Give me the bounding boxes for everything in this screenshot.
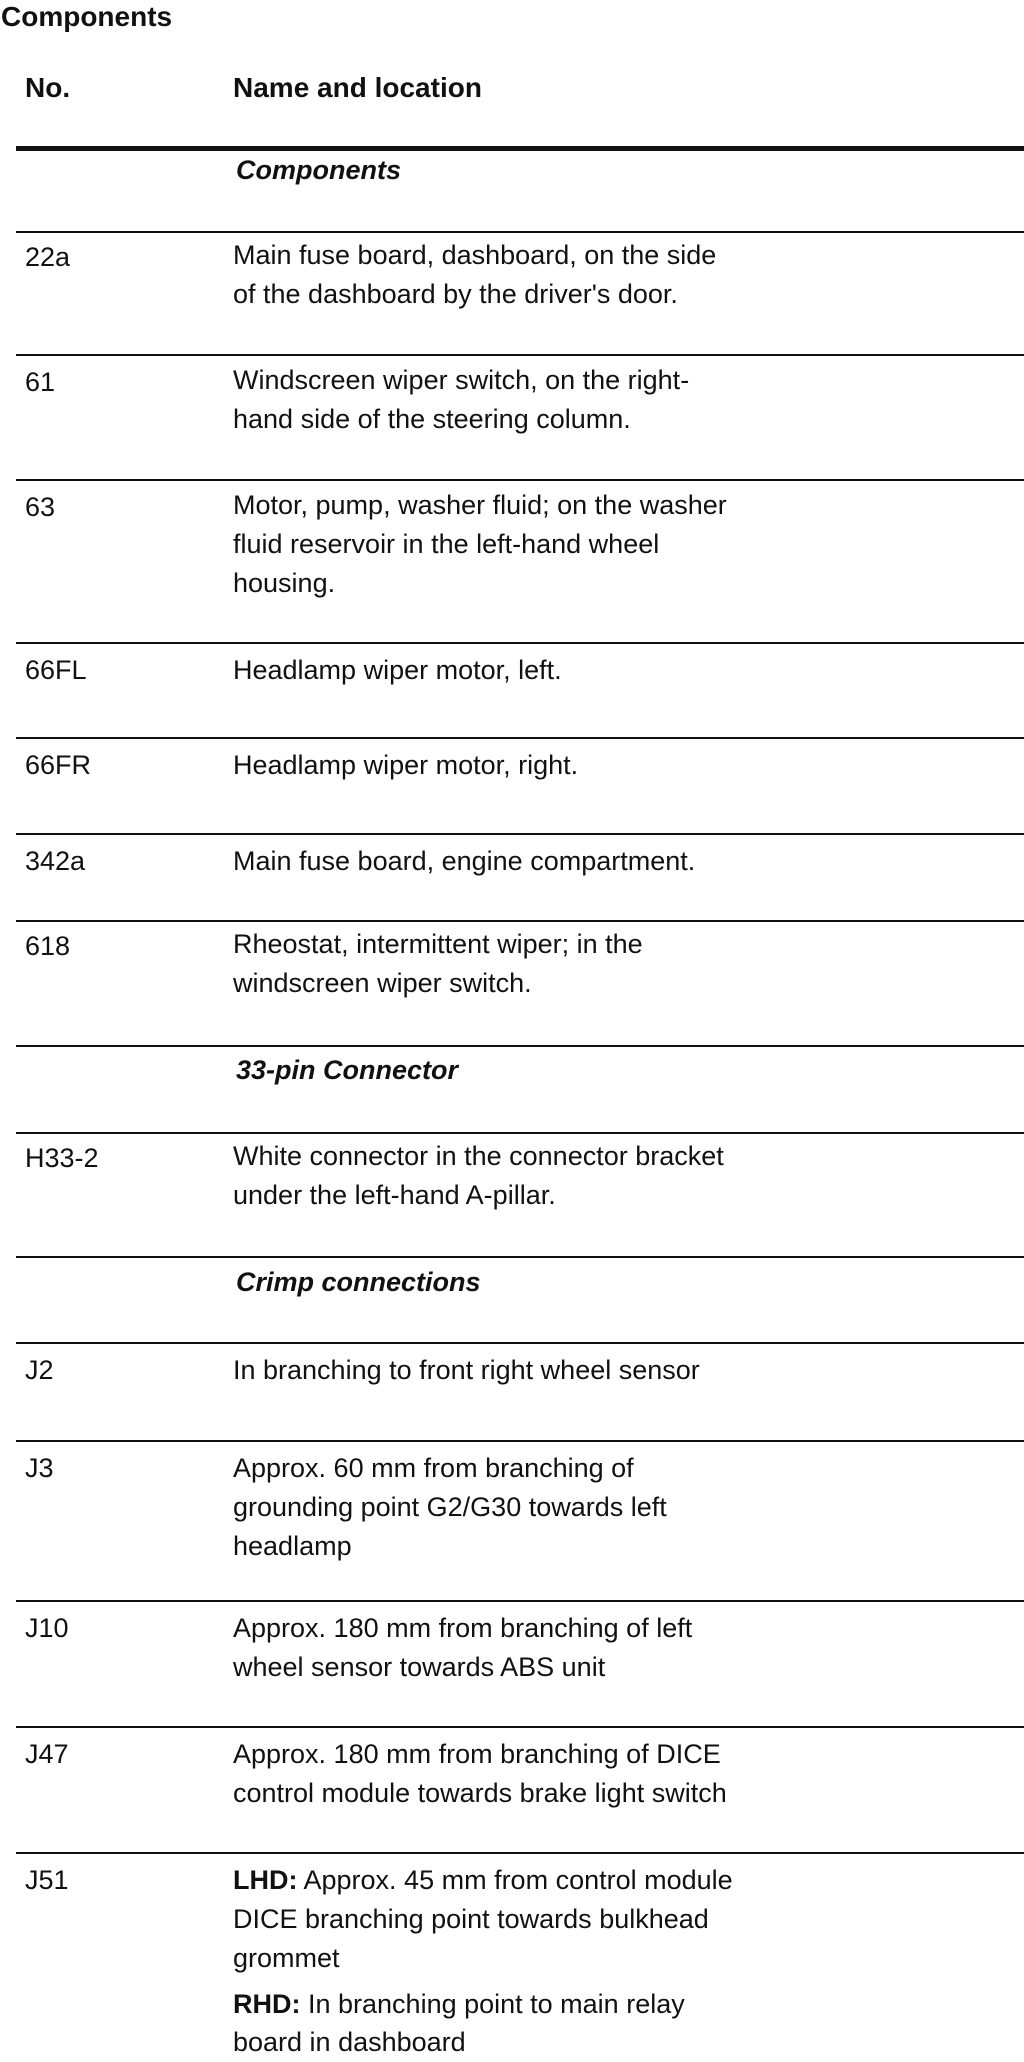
component-location-line: grounding point G2/G30 towards left [233, 1492, 667, 1522]
component-location-line: board in dashboard [233, 2027, 466, 2057]
row-divider [16, 1440, 1024, 1442]
component-location-line: fluid reservoir in the left-hand wheel [233, 529, 660, 559]
component-location-line: DICE branching point towards bulkhead [233, 1904, 709, 1934]
component-location-line: In branching to front right wheel sensor [233, 1355, 700, 1385]
rhd-text: In branching point to main relay [300, 1989, 685, 2019]
component-number: J10 [25, 1613, 69, 1643]
rhd-label: RHD: [233, 1989, 301, 2019]
component-location-line: housing. [233, 568, 336, 598]
row-divider [16, 1132, 1024, 1134]
component-location-line: Windscreen wiper switch, on the right- [233, 365, 690, 395]
component-number: 342a [25, 846, 86, 876]
component-location-line: Headlamp wiper motor, right. [233, 750, 579, 780]
component-location-line: White connector in the connector bracket [233, 1141, 724, 1171]
row-divider [16, 920, 1024, 922]
component-number: 66FR [25, 750, 92, 780]
component-location-line: control module towards brake light switch [233, 1778, 727, 1808]
component-location-line: Rheostat, intermittent wiper; in the [233, 929, 643, 959]
component-number: J3 [25, 1453, 54, 1483]
section-heading-components: Components [236, 155, 401, 185]
component-number: 63 [25, 492, 56, 522]
row-divider [16, 1726, 1024, 1728]
component-location-line: Approx. 180 mm from branching of DICE [233, 1739, 721, 1769]
component-location-line: hand side of the steering column. [233, 404, 631, 434]
component-location-line [233, 1860, 733, 1900]
row-divider [16, 833, 1024, 835]
component-number: H33-2 [25, 1143, 99, 1173]
component-number: J2 [25, 1355, 54, 1385]
component-location-line: windscreen wiper switch. [233, 968, 532, 998]
row-divider [16, 1600, 1024, 1602]
row-divider [16, 1342, 1024, 1344]
lhd-label: LHD: [233, 1865, 298, 1895]
component-location-line: under the left-hand A-pillar. [233, 1180, 556, 1210]
lhd-text: Approx. 45 mm from control module [297, 1865, 733, 1895]
component-location-line: wheel sensor towards ABS unit [233, 1652, 606, 1682]
row-divider [16, 1852, 1024, 1854]
component-location-line: Motor, pump, washer fluid; on the washer [233, 490, 727, 520]
row-divider [16, 642, 1024, 644]
column-headers [0, 72, 1024, 106]
component-number: 66FL [25, 655, 87, 685]
component-location-line: headlamp [233, 1531, 352, 1561]
component-location-line: Approx. 180 mm from branching of left [233, 1613, 693, 1643]
component-location-line [233, 1984, 685, 2024]
header-rule [16, 146, 1024, 151]
component-number: 22a [25, 242, 71, 272]
component-location-line: of the dashboard by the driver's door. [233, 279, 678, 309]
section-heading-crimp: Crimp connections [236, 1267, 481, 1297]
component-number: 618 [25, 931, 71, 961]
row-divider [16, 231, 1024, 233]
row-divider [16, 1256, 1024, 1258]
row-divider [16, 354, 1024, 356]
row-divider [16, 479, 1024, 481]
component-location-line: Main fuse board, dashboard, on the side [233, 240, 717, 270]
component-location-line: Approx. 60 mm from branching of [233, 1453, 634, 1483]
component-location-line: Headlamp wiper motor, left. [233, 655, 562, 685]
component-number: J47 [25, 1739, 69, 1769]
section-heading-connector: 33-pin Connector [236, 1055, 459, 1085]
column-header-name: Name and location [233, 72, 482, 103]
component-number: 61 [25, 367, 56, 397]
component-location-line: grommet [233, 1943, 340, 1973]
column-header-no: No. [25, 72, 71, 103]
component-number: J51 [25, 1865, 69, 1895]
row-divider [16, 1045, 1024, 1047]
component-location-line: Main fuse board, engine compartment. [233, 846, 696, 876]
page-title: Components [1, 1, 173, 32]
row-divider [16, 737, 1024, 739]
